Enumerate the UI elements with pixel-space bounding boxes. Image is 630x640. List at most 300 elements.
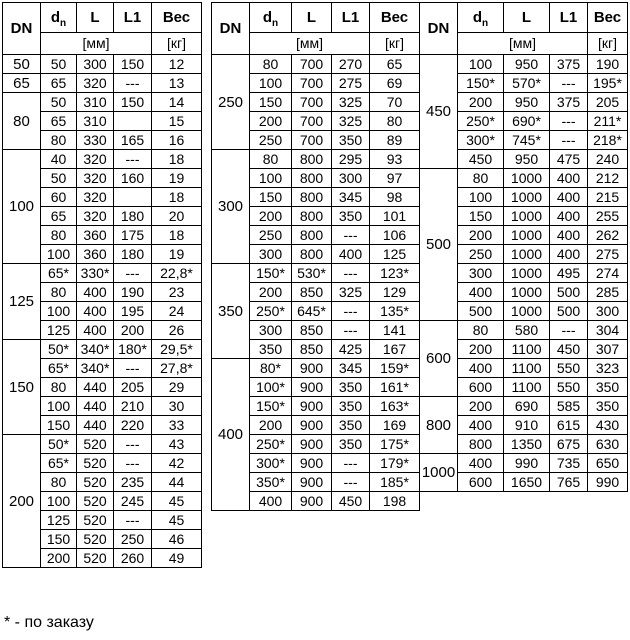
- length-cell: 950: [504, 93, 550, 112]
- table-row: [3, 55, 202, 74]
- length-cell: 530*: [292, 264, 332, 283]
- mass-cell: 33: [152, 416, 202, 435]
- length1-cell: ---: [332, 226, 370, 245]
- length1-cell: 615: [550, 416, 588, 435]
- dn-outlet-cell: 200: [250, 112, 292, 131]
- mass-cell: 211*: [588, 112, 628, 131]
- dn-outlet-cell: 250: [250, 226, 292, 245]
- table-row: [3, 93, 202, 112]
- mass-cell: 990: [588, 473, 628, 492]
- mass-cell: 255: [588, 207, 628, 226]
- dn-cell: 300: [212, 150, 250, 264]
- mass-cell: 304: [588, 321, 628, 340]
- mass-cell: 274: [588, 264, 628, 283]
- mass-cell: 80: [370, 112, 420, 131]
- mass-cell: 285: [588, 283, 628, 302]
- mass-cell: 135*: [370, 302, 420, 321]
- mass-cell: 650: [588, 454, 628, 473]
- length-cell: 950: [504, 150, 550, 169]
- dn-outlet-cell: 125: [41, 511, 77, 530]
- length-cell: 570*: [504, 74, 550, 93]
- length1-cell: 350: [332, 207, 370, 226]
- length1-cell: 400: [550, 245, 588, 264]
- mass-cell: 215: [588, 188, 628, 207]
- length1-cell: 375: [550, 93, 588, 112]
- length1-cell: ---: [114, 74, 152, 93]
- dn-cell: 150: [3, 340, 41, 435]
- length1-cell: 160: [114, 169, 152, 188]
- header-d: [41, 3, 77, 33]
- dn-outlet-cell: 150: [250, 188, 292, 207]
- length-cell: 800: [292, 150, 332, 169]
- length-cell: 900: [292, 473, 332, 492]
- mass-cell: 106: [370, 226, 420, 245]
- dn-outlet-cell: 150*: [458, 74, 504, 93]
- length1-cell: 375: [550, 55, 588, 74]
- dn-outlet-cell: 400: [458, 416, 504, 435]
- length1-cell: 350: [332, 397, 370, 416]
- length1-cell: 400: [550, 188, 588, 207]
- mass-cell: 89: [370, 131, 420, 150]
- dn-outlet-cell: 80: [41, 473, 77, 492]
- length1-cell: 235: [114, 473, 152, 492]
- length-cell: 1350: [504, 435, 550, 454]
- length1-cell: ---: [114, 264, 152, 283]
- dn-outlet-cell: 300*: [250, 454, 292, 473]
- length1-cell: 250: [114, 530, 152, 549]
- spec-table-1: [2, 2, 202, 568]
- table-row: [212, 359, 420, 378]
- header-l: L: [77, 3, 114, 33]
- dn-outlet-cell: 400: [458, 454, 504, 473]
- length1-cell: ---: [114, 150, 152, 169]
- length-cell: 320: [77, 150, 114, 169]
- table-row: [420, 454, 628, 473]
- header-mass: Вес: [152, 3, 202, 33]
- dn-outlet-cell: 100: [41, 492, 77, 511]
- length-cell: 900: [292, 359, 332, 378]
- length1-cell: 550: [550, 378, 588, 397]
- header-d-sub: n: [482, 18, 489, 29]
- length1-cell: 585: [550, 397, 588, 416]
- length-cell: 850: [292, 283, 332, 302]
- mass-cell: 275: [588, 245, 628, 264]
- dn-outlet-cell: 100: [41, 245, 77, 264]
- length-cell: 520: [77, 492, 114, 511]
- dn-outlet-cell: 150*: [250, 264, 292, 283]
- table-row: [3, 264, 202, 283]
- dn-outlet-cell: 400: [458, 359, 504, 378]
- length1-cell: 205: [114, 378, 152, 397]
- mass-cell: 195*: [588, 74, 628, 93]
- length-cell: 320: [77, 207, 114, 226]
- unit-kg: [кг]: [588, 33, 628, 55]
- length-cell: 700: [292, 131, 332, 150]
- mass-cell: 69: [370, 74, 420, 93]
- dn-outlet-cell: 200: [41, 549, 77, 568]
- length1-cell: 195: [114, 302, 152, 321]
- unit-mm: [мм]: [41, 33, 152, 55]
- length-cell: 360: [77, 226, 114, 245]
- length-cell: 900: [292, 416, 332, 435]
- mass-cell: 24: [152, 302, 202, 321]
- table-row: [3, 435, 202, 454]
- length1-cell: 245: [114, 492, 152, 511]
- mass-cell: 101: [370, 207, 420, 226]
- mass-cell: 350: [588, 378, 628, 397]
- dn-outlet-cell: 65: [41, 112, 77, 131]
- length1-cell: 150: [114, 93, 152, 112]
- length-cell: 360: [77, 245, 114, 264]
- length-cell: 340*: [77, 340, 114, 359]
- length-cell: 330*: [77, 264, 114, 283]
- length-cell: 320: [77, 188, 114, 207]
- mass-cell: 323: [588, 359, 628, 378]
- mass-cell: 169: [370, 416, 420, 435]
- length1-cell: ---: [332, 473, 370, 492]
- dn-cell: 250: [212, 55, 250, 150]
- length1-cell: 175: [114, 226, 152, 245]
- length1-cell: 270: [332, 55, 370, 74]
- mass-cell: 46: [152, 530, 202, 549]
- dn-outlet-cell: 65*: [41, 359, 77, 378]
- length1-cell: 200: [114, 321, 152, 340]
- dn-cell: 450: [420, 55, 458, 169]
- length-cell: 690: [504, 397, 550, 416]
- dn-outlet-cell: 300: [250, 321, 292, 340]
- length-cell: 990: [504, 454, 550, 473]
- length-cell: 300: [77, 55, 114, 74]
- length-cell: 340*: [77, 359, 114, 378]
- dn-outlet-cell: 800: [458, 435, 504, 454]
- length1-cell: 220: [114, 416, 152, 435]
- length-cell: 900: [292, 435, 332, 454]
- table-row: [3, 150, 202, 169]
- length1-cell: 345: [332, 188, 370, 207]
- dn-outlet-cell: 100: [41, 397, 77, 416]
- dn-outlet-cell: 200: [250, 283, 292, 302]
- length-cell: 1000: [504, 302, 550, 321]
- length1-cell: 325: [332, 283, 370, 302]
- table-row: [212, 150, 420, 169]
- mass-cell: 27,8*: [152, 359, 202, 378]
- length-cell: 520: [77, 511, 114, 530]
- dn-outlet-cell: 100: [250, 74, 292, 93]
- dn-cell: 80: [3, 93, 41, 150]
- dn-outlet-cell: 200: [458, 226, 504, 245]
- length1-cell: 495: [550, 264, 588, 283]
- dn-outlet-cell: 350: [250, 340, 292, 359]
- length1-cell: 500: [550, 283, 588, 302]
- dn-cell: 50: [3, 55, 41, 74]
- mass-cell: 430: [588, 416, 628, 435]
- header-d-main: d: [262, 9, 273, 26]
- dn-outlet-cell: 200: [458, 397, 504, 416]
- mass-cell: 23: [152, 283, 202, 302]
- length-cell: 440: [77, 397, 114, 416]
- mass-cell: 42: [152, 454, 202, 473]
- dn-outlet-cell: 40: [41, 150, 77, 169]
- length-cell: 1100: [504, 340, 550, 359]
- length1-cell: 400: [550, 169, 588, 188]
- header-dn: DN: [420, 3, 458, 55]
- length-cell: 950: [504, 55, 550, 74]
- mass-cell: 129: [370, 283, 420, 302]
- length1-cell: ---: [550, 131, 588, 150]
- mass-cell: 18: [152, 188, 202, 207]
- dn-outlet-cell: 65: [41, 207, 77, 226]
- header-dn: DN: [212, 3, 250, 55]
- length1-cell: 450: [332, 492, 370, 511]
- header-d-sub: n: [272, 18, 279, 29]
- length1-cell: ---: [114, 454, 152, 473]
- length1-cell: ---: [114, 435, 152, 454]
- dn-outlet-cell: 250*: [458, 112, 504, 131]
- length-cell: 1650: [504, 473, 550, 492]
- header-dn: DN: [3, 3, 41, 55]
- dn-outlet-cell: 65*: [41, 454, 77, 473]
- dn-outlet-cell: 200: [458, 340, 504, 359]
- dn-outlet-cell: 300*: [458, 131, 504, 150]
- length1-cell: 180*: [114, 340, 152, 359]
- length1-cell: ---: [550, 74, 588, 93]
- mass-cell: 18: [152, 150, 202, 169]
- mass-cell: 22,8*: [152, 264, 202, 283]
- length-cell: 900: [292, 454, 332, 473]
- mass-cell: 49: [152, 549, 202, 568]
- mass-cell: 198: [370, 492, 420, 511]
- length-cell: 800: [292, 226, 332, 245]
- table-row: [420, 321, 628, 340]
- dn-outlet-cell: 250*: [250, 302, 292, 321]
- length-cell: 1000: [504, 264, 550, 283]
- length-cell: 400: [77, 321, 114, 340]
- mass-cell: 29,5*: [152, 340, 202, 359]
- mass-cell: 205: [588, 93, 628, 112]
- mass-cell: 13: [152, 74, 202, 93]
- dn-outlet-cell: 80: [250, 150, 292, 169]
- dn-cell: 200: [3, 435, 41, 568]
- dn-outlet-cell: 200: [458, 93, 504, 112]
- mass-cell: 163*: [370, 397, 420, 416]
- length1-cell: ---: [332, 321, 370, 340]
- dn-outlet-cell: 200: [250, 416, 292, 435]
- mass-cell: 20: [152, 207, 202, 226]
- length1-cell: 300: [332, 169, 370, 188]
- dn-outlet-cell: 500: [458, 302, 504, 321]
- length-cell: 800: [292, 188, 332, 207]
- mass-cell: 159*: [370, 359, 420, 378]
- length-cell: 800: [292, 245, 332, 264]
- length-cell: 1100: [504, 378, 550, 397]
- dn-outlet-cell: 80: [41, 378, 77, 397]
- dn-outlet-cell: 150: [458, 207, 504, 226]
- length1-cell: 350: [332, 131, 370, 150]
- header-d-sub: n: [60, 18, 67, 29]
- footnote: * - по заказу: [4, 614, 94, 631]
- length1-cell: 500: [550, 302, 588, 321]
- length-cell: 580: [504, 321, 550, 340]
- dn-outlet-cell: 80: [41, 131, 77, 150]
- mass-cell: 240: [588, 150, 628, 169]
- length-cell: 310: [77, 112, 114, 131]
- table-row: [212, 264, 420, 283]
- mass-cell: 65: [370, 55, 420, 74]
- mass-cell: 44: [152, 473, 202, 492]
- dn-outlet-cell: 100*: [250, 378, 292, 397]
- mass-cell: 125: [370, 245, 420, 264]
- mass-cell: 16: [152, 131, 202, 150]
- length1-cell: ---: [332, 454, 370, 473]
- dn-cell: 400: [212, 359, 250, 511]
- length-cell: 1100: [504, 359, 550, 378]
- dn-cell: 125: [3, 264, 41, 340]
- spec-table-2: [211, 2, 420, 511]
- mass-cell: 175*: [370, 435, 420, 454]
- mass-cell: 262: [588, 226, 628, 245]
- dn-cell: 500: [420, 169, 458, 321]
- length1-cell: 450: [550, 340, 588, 359]
- length-cell: 520: [77, 473, 114, 492]
- length1-cell: 550: [550, 359, 588, 378]
- length-cell: 850: [292, 340, 332, 359]
- length1-cell: 400: [332, 245, 370, 264]
- mass-cell: 26: [152, 321, 202, 340]
- dn-outlet-cell: 150: [41, 416, 77, 435]
- length1-cell: 765: [550, 473, 588, 492]
- mass-cell: 19: [152, 245, 202, 264]
- length-cell: 1000: [504, 283, 550, 302]
- length-cell: 800: [292, 169, 332, 188]
- header-mass: Вес: [370, 3, 420, 33]
- dn-outlet-cell: 300: [458, 264, 504, 283]
- mass-cell: 185*: [370, 473, 420, 492]
- mass-cell: 630: [588, 435, 628, 454]
- length-cell: 320: [77, 74, 114, 93]
- length-cell: 700: [292, 112, 332, 131]
- length-cell: 320: [77, 169, 114, 188]
- length-cell: 800: [292, 207, 332, 226]
- dn-outlet-cell: 125: [41, 321, 77, 340]
- unit-kg: [кг]: [152, 33, 202, 55]
- length1-cell: 735: [550, 454, 588, 473]
- mass-cell: 179*: [370, 454, 420, 473]
- length-cell: 900: [292, 397, 332, 416]
- length1-cell: 150: [114, 55, 152, 74]
- mass-cell: 300: [588, 302, 628, 321]
- table-row: [420, 169, 628, 188]
- dn-outlet-cell: 80: [250, 55, 292, 74]
- length-cell: 520: [77, 454, 114, 473]
- header-l1: L1: [550, 3, 588, 33]
- dn-outlet-cell: 65: [41, 74, 77, 93]
- length-cell: 1000: [504, 226, 550, 245]
- length-cell: 1000: [504, 245, 550, 264]
- header-l: L: [292, 3, 332, 33]
- length-cell: 700: [292, 74, 332, 93]
- mass-cell: 97: [370, 169, 420, 188]
- table-row: [420, 55, 628, 74]
- dn-outlet-cell: 50: [41, 93, 77, 112]
- mass-cell: 19: [152, 169, 202, 188]
- header-l: L: [504, 3, 550, 33]
- dn-outlet-cell: 50*: [41, 435, 77, 454]
- length1-cell: 210: [114, 397, 152, 416]
- dn-outlet-cell: 300: [250, 245, 292, 264]
- length1-cell: 475: [550, 150, 588, 169]
- mass-cell: 12: [152, 55, 202, 74]
- dn-outlet-cell: 65*: [41, 264, 77, 283]
- length-cell: 520: [77, 530, 114, 549]
- dn-outlet-cell: 100: [458, 188, 504, 207]
- length1-cell: 350: [332, 435, 370, 454]
- dn-outlet-cell: 400: [458, 283, 504, 302]
- dn-outlet-cell: 80*: [250, 359, 292, 378]
- mass-cell: 218*: [588, 131, 628, 150]
- length1-cell: ---: [114, 511, 152, 530]
- mass-cell: 29: [152, 378, 202, 397]
- length1-cell: 675: [550, 435, 588, 454]
- length-cell: 910: [504, 416, 550, 435]
- length1-cell: ---: [550, 112, 588, 131]
- length1-cell: 295: [332, 150, 370, 169]
- dn-cell: 65: [3, 74, 41, 93]
- length-cell: 440: [77, 416, 114, 435]
- length-cell: 745*: [504, 131, 550, 150]
- length-cell: 700: [292, 55, 332, 74]
- mass-cell: 45: [152, 511, 202, 530]
- dn-outlet-cell: 450: [458, 150, 504, 169]
- header-d: [250, 3, 292, 33]
- dn-outlet-cell: 50: [41, 169, 77, 188]
- dn-outlet-cell: 200: [250, 207, 292, 226]
- mass-cell: 30: [152, 397, 202, 416]
- dn-outlet-cell: 400: [250, 492, 292, 511]
- mass-cell: 18: [152, 226, 202, 245]
- header-d-main: d: [50, 9, 61, 26]
- length1-cell: 350: [332, 378, 370, 397]
- length1-cell: 325: [332, 93, 370, 112]
- length-cell: 900: [292, 492, 332, 511]
- mass-cell: 167: [370, 340, 420, 359]
- mass-cell: 98: [370, 188, 420, 207]
- length1-cell: 260: [114, 549, 152, 568]
- dn-outlet-cell: 150*: [250, 397, 292, 416]
- mass-cell: 161*: [370, 378, 420, 397]
- header-d: [458, 3, 504, 33]
- length1-cell: 190: [114, 283, 152, 302]
- header-row: [212, 3, 420, 33]
- header-mass: Вес: [588, 3, 628, 33]
- unit-mm: [мм]: [458, 33, 588, 55]
- mass-cell: 190: [588, 55, 628, 74]
- header-row: [3, 3, 202, 33]
- dn-outlet-cell: 60: [41, 188, 77, 207]
- table-row: [3, 74, 202, 93]
- table-row: [212, 55, 420, 74]
- dn-outlet-cell: 600: [458, 378, 504, 397]
- table-row: [3, 340, 202, 359]
- length1-cell: [114, 188, 152, 207]
- length-cell: 400: [77, 283, 114, 302]
- length-cell: 520: [77, 435, 114, 454]
- length1-cell: 345: [332, 359, 370, 378]
- dn-outlet-cell: 80: [458, 321, 504, 340]
- dn-outlet-cell: 80: [458, 169, 504, 188]
- header-row: [420, 3, 628, 33]
- dn-outlet-cell: 50*: [41, 340, 77, 359]
- unit-mm: [мм]: [250, 33, 370, 55]
